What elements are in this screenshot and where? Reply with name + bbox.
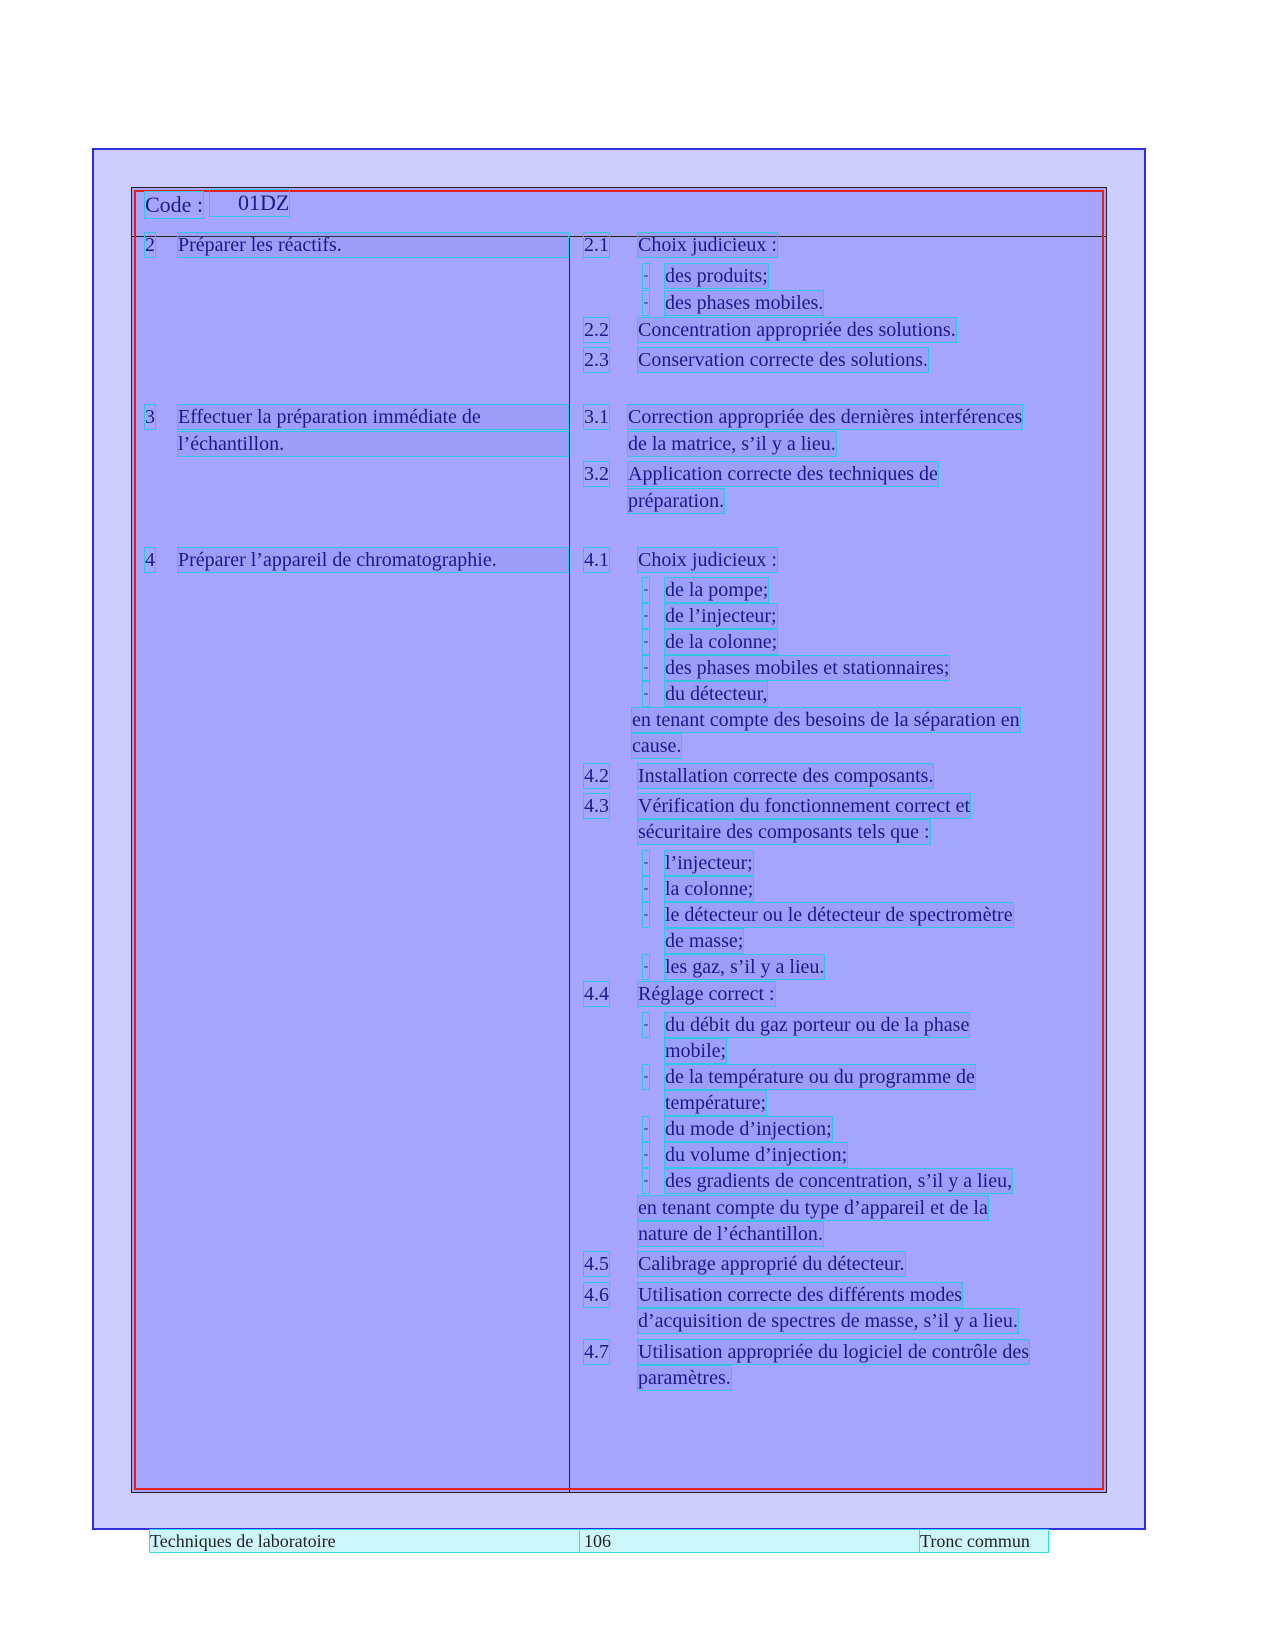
criterion-tail: cause. <box>632 735 682 757</box>
criterion-number: 4.5 <box>584 1253 609 1275</box>
criterion-tail: en tenant compte du type d’appareil et de la <box>638 1197 988 1219</box>
criterion-number: 4.4 <box>584 983 609 1005</box>
bullet-dash: - <box>643 1065 649 1089</box>
element-number-4: 4 <box>145 549 155 571</box>
element-text-3-line2: l’échantillon. <box>178 432 568 456</box>
bullet-dash: - <box>643 1013 649 1037</box>
criterion-item: des produits; <box>665 265 768 287</box>
bullet-dash: - <box>643 578 649 602</box>
criterion-tail: en tenant compte des besoins de la séparation en <box>632 709 1020 731</box>
criterion-text-line2: d’acquisition de spectres de masse, s’il y a lieu. <box>638 1310 1018 1332</box>
bullet-dash: - <box>643 682 649 706</box>
criterion-item: le détecteur ou le détecteur de spectromètre <box>665 904 1013 926</box>
bullet-dash: - <box>643 903 649 927</box>
criterion-text-line2: de la matrice, s’il y a lieu. <box>628 433 836 455</box>
footer-section: Tronc commun <box>920 1530 1048 1552</box>
criterion-item-cont: mobile; <box>665 1040 727 1062</box>
criterion-text: Installation correcte des composants. <box>638 765 934 787</box>
criterion-item: de la température ou du programme de <box>665 1066 975 1088</box>
criterion-text: Utilisation correcte des différents modes <box>638 1284 962 1306</box>
criterion-item: des phases mobiles et stationnaires; <box>665 657 950 679</box>
criterion-text: Concentration appropriée des solutions. <box>638 319 956 341</box>
element-text-2: Préparer les réactifs. <box>178 233 568 257</box>
bullet-dash: - <box>643 1169 649 1193</box>
bullet-dash: - <box>643 1117 649 1141</box>
criterion-item: l’injecteur; <box>665 852 753 874</box>
criterion-item: du débit du gaz porteur ou de la phase <box>665 1014 970 1036</box>
criterion-item: de l’injecteur; <box>665 605 777 627</box>
criterion-number: 2.2 <box>584 319 609 341</box>
criterion-item: du mode d’injection; <box>665 1118 832 1140</box>
criterion-text-line2: paramètres. <box>638 1367 731 1389</box>
bullet-dash: - <box>643 291 649 315</box>
criterion-number: 3.1 <box>584 406 609 428</box>
criterion-tail: nature de l’échantillon. <box>638 1223 823 1245</box>
criterion-number: 4.6 <box>584 1284 609 1306</box>
criterion-item: de la colonne; <box>665 631 778 653</box>
bullet-dash: - <box>643 656 649 680</box>
criterion-item-cont: de masse; <box>665 930 744 952</box>
criterion-text: Choix judicieux : <box>638 234 777 256</box>
criterion-number: 4.1 <box>584 549 609 571</box>
criterion-number: 4.3 <box>584 795 609 817</box>
criterion-text: Correction appropriée des dernières interférences <box>628 406 1023 428</box>
element-number-2: 2 <box>145 234 155 256</box>
footer-program: Techniques de laboratoire <box>150 1530 580 1552</box>
criterion-number: 3.2 <box>584 463 609 485</box>
criterion-text: Application correcte des techniques de <box>628 463 938 485</box>
criterion-text-line2: préparation. <box>628 490 725 512</box>
element-number-3: 3 <box>145 406 155 428</box>
criterion-item: les gaz, s’il y a lieu. <box>665 956 825 978</box>
criterion-item: la colonne; <box>665 878 754 900</box>
bullet-dash: - <box>643 630 649 654</box>
criterion-text: Calibrage approprié du détecteur. <box>638 1253 905 1275</box>
column-divider <box>569 238 570 1492</box>
criterion-item: du volume d’injection; <box>665 1144 848 1166</box>
code-label: Code : <box>145 192 204 217</box>
criterion-item: de la pompe; <box>665 579 769 601</box>
criterion-number: 4.7 <box>584 1341 609 1363</box>
criterion-text: Réglage correct : <box>638 983 775 1005</box>
criterion-text: Vérification du fonctionnement correct et <box>638 795 971 817</box>
bullet-dash: - <box>643 877 649 901</box>
bullet-dash: - <box>643 955 649 979</box>
bullet-dash: - <box>643 264 649 288</box>
criterion-text-line2: sécuritaire des composants tels que : <box>638 821 930 843</box>
criterion-item-cont: température; <box>665 1092 767 1114</box>
criterion-number: 2.1 <box>584 234 609 256</box>
code-value: 01DZ <box>210 190 289 216</box>
criterion-item: du détecteur, <box>665 683 768 705</box>
bullet-dash: - <box>643 851 649 875</box>
element-text-3: Effectuer la préparation immédiate de <box>178 405 568 429</box>
bullet-dash: - <box>643 604 649 628</box>
bullet-dash: - <box>643 1143 649 1167</box>
criterion-item: des phases mobiles. <box>665 292 824 314</box>
criterion-number: 4.2 <box>584 765 609 787</box>
element-text-4: Préparer l’appareil de chromatographie. <box>178 548 568 572</box>
criterion-text: Choix judicieux : <box>638 549 777 571</box>
criterion-text: Utilisation appropriée du logiciel de contrôle des <box>638 1341 1029 1363</box>
criterion-number: 2.3 <box>584 349 609 371</box>
footer-page-number: 106 <box>580 1530 924 1552</box>
criterion-item: des gradients de concentration, s’il y a lieu, <box>665 1170 1013 1192</box>
criterion-text: Conservation correcte des solutions. <box>638 349 928 371</box>
